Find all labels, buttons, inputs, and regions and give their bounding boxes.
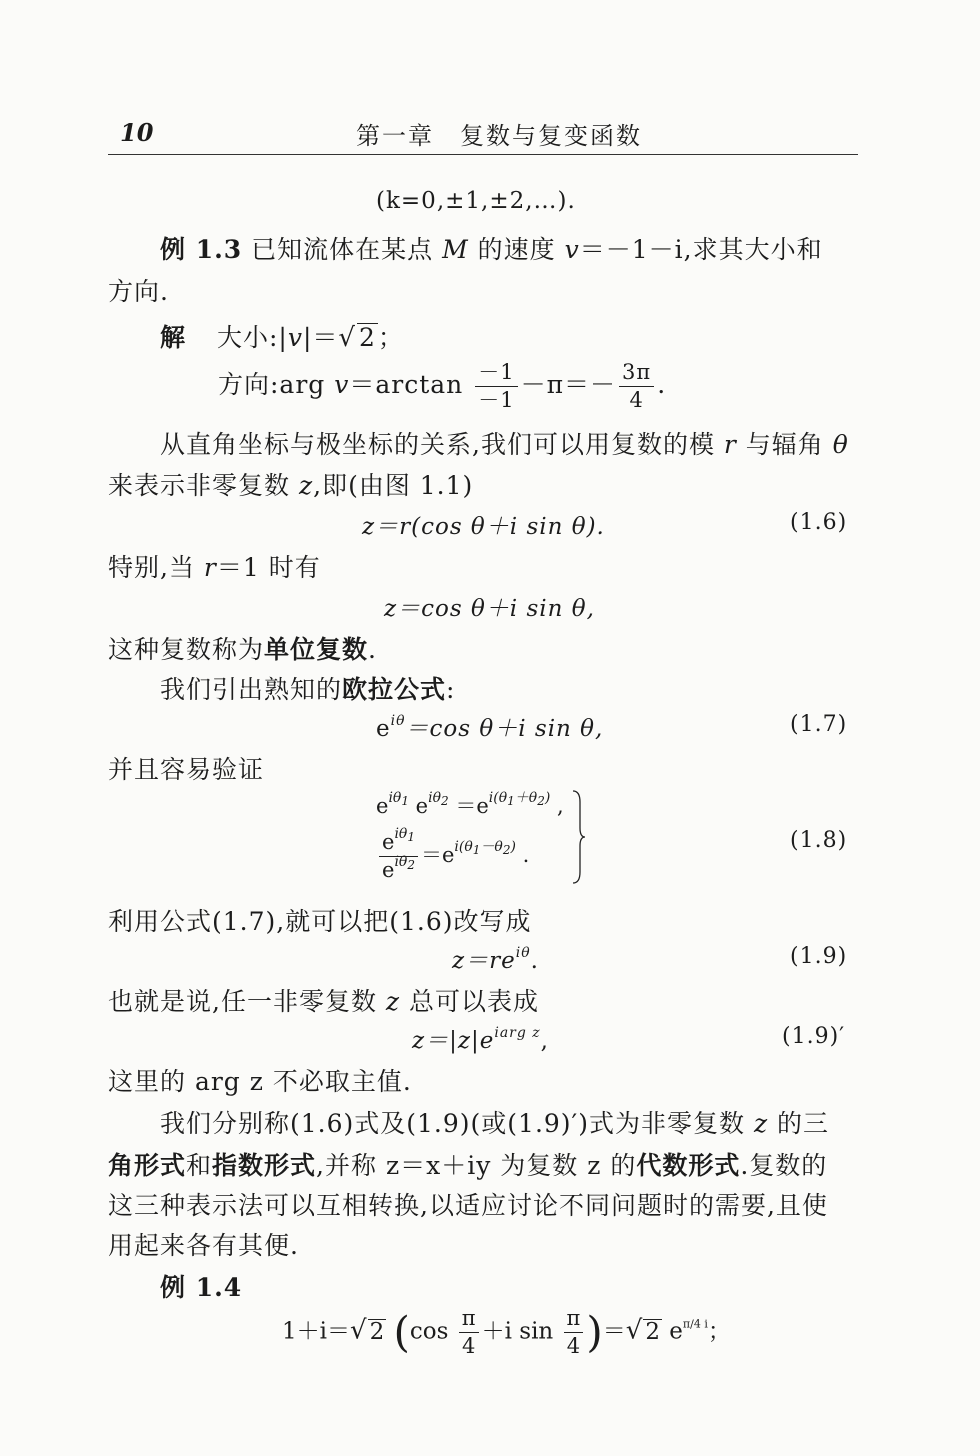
equation-number-1-7: (1.7): [790, 712, 848, 737]
verify-line: 并且容易验证: [108, 755, 265, 784]
arg-note-line: 这里的 arg z 不必取主值.: [108, 1067, 412, 1096]
equation-number-1-9-prime: (1.9)′: [782, 1024, 846, 1049]
sqrt-sign-icon: √: [338, 323, 356, 353]
example-1-3-label: 例 1.3: [160, 235, 243, 264]
solution-label: 解: [160, 323, 187, 352]
fraction-minus-one-over-minus-one: $\frac{-1}{-1}$: [475, 362, 517, 411]
example-1-3-line2: 方向.: [108, 277, 169, 306]
header-rule: [108, 154, 858, 155]
paragraph-polar-line2: 来表示非零复数 z,即(由图 1.1): [108, 471, 474, 500]
fraction-three-pi-over-four: $\frac{3\pi}{4}$: [619, 362, 654, 411]
paragraph-forms-line1: 我们分别称(1.6)式及(1.9)(或(1.9)′)式为非零复数 z 的三: [160, 1109, 830, 1138]
equation-number-1-6: (1.6): [790, 510, 848, 535]
unit-complex-equation: z＝cos θ＋i sin θ,: [384, 596, 595, 622]
paragraph-forms-line2: 角形式和指数形式,并称 z＝x＋iy 为复数 z 的代数形式.复数的: [108, 1151, 828, 1180]
equation-1-8-bottom: $\frac{e^{i\theta_1}}{e^{i\theta_2}}$ $=e^{i(\theta_1-\theta_2)}$ .: [376, 832, 529, 881]
running-title: 第一章 复数与复变函数: [356, 122, 642, 150]
page-number: 10: [120, 118, 154, 147]
equation-1-6: z＝r(cos θ＋i sin θ).: [362, 514, 605, 540]
equation-1-9: $z=re^{i\theta}$.: [452, 945, 539, 974]
right-brace-icon: [572, 790, 586, 884]
equation-1-9-prime: $z=|z|e^{iarg z}$,: [412, 1025, 549, 1054]
solution-direction: 方向:arg v＝arctan $\frac{-1}{-1}$ －π＝－ $\frac{3\pi}{4}$ .: [218, 360, 667, 412]
solution-magnitude: 解 大小:|v|＝√ 2；: [160, 323, 404, 353]
equation-1-8-top: $e^{i\theta_1}$ $e^{i\theta_2} =e^{i(\theta_1+\theta_2)}$ ,: [376, 790, 564, 818]
equation-number-1-9: (1.9): [790, 944, 848, 969]
sqrt-sign-icon: √: [350, 1315, 367, 1346]
k-values-line: (k=0,±1,±2,…).: [376, 188, 576, 214]
example-1-4-equation: 1＋i＝√ 2 (cos $\frac{\pi}{4}$ ＋i sin $\frac{\pi}{4}$ )＝√ 2 $e^{\pi/4 i}$；: [282, 1306, 731, 1358]
special-case-line: 特别,当 r＝1 时有: [108, 553, 321, 582]
example-1-4-label: 例 1.4: [160, 1273, 243, 1302]
equation-number-1-8: (1.8): [790, 828, 848, 853]
paragraph-polar-line1: 从直角坐标与极坐标的关系,我们可以用复数的模 r 与辐角 θ: [160, 430, 849, 459]
paragraph-forms-line3: 这三种表示法可以互相转换,以适应讨论不同问题时的需要,且使: [108, 1191, 828, 1220]
euler-intro-line: 我们引出熟知的欧拉公式:: [160, 675, 456, 704]
rewrite-line: 利用公式(1.7),就可以把(1.6)改写成: [108, 907, 532, 936]
paragraph-forms-line4: 用起来各有其便.: [108, 1231, 299, 1260]
example-1-3-line1: 例 1.3 已知流体在某点 M 的速度 v＝－1－i,求其大小和: [160, 235, 823, 264]
unit-complex-line: 这种复数称为单位复数.: [108, 635, 377, 664]
any-nonzero-line: 也就是说,任一非零复数 z 总可以表成: [108, 987, 540, 1016]
equation-1-7: $e^{i\theta}=\cos$ θ＋i sin θ,: [376, 713, 604, 742]
sqrt-sign-icon: √: [625, 1315, 643, 1346]
